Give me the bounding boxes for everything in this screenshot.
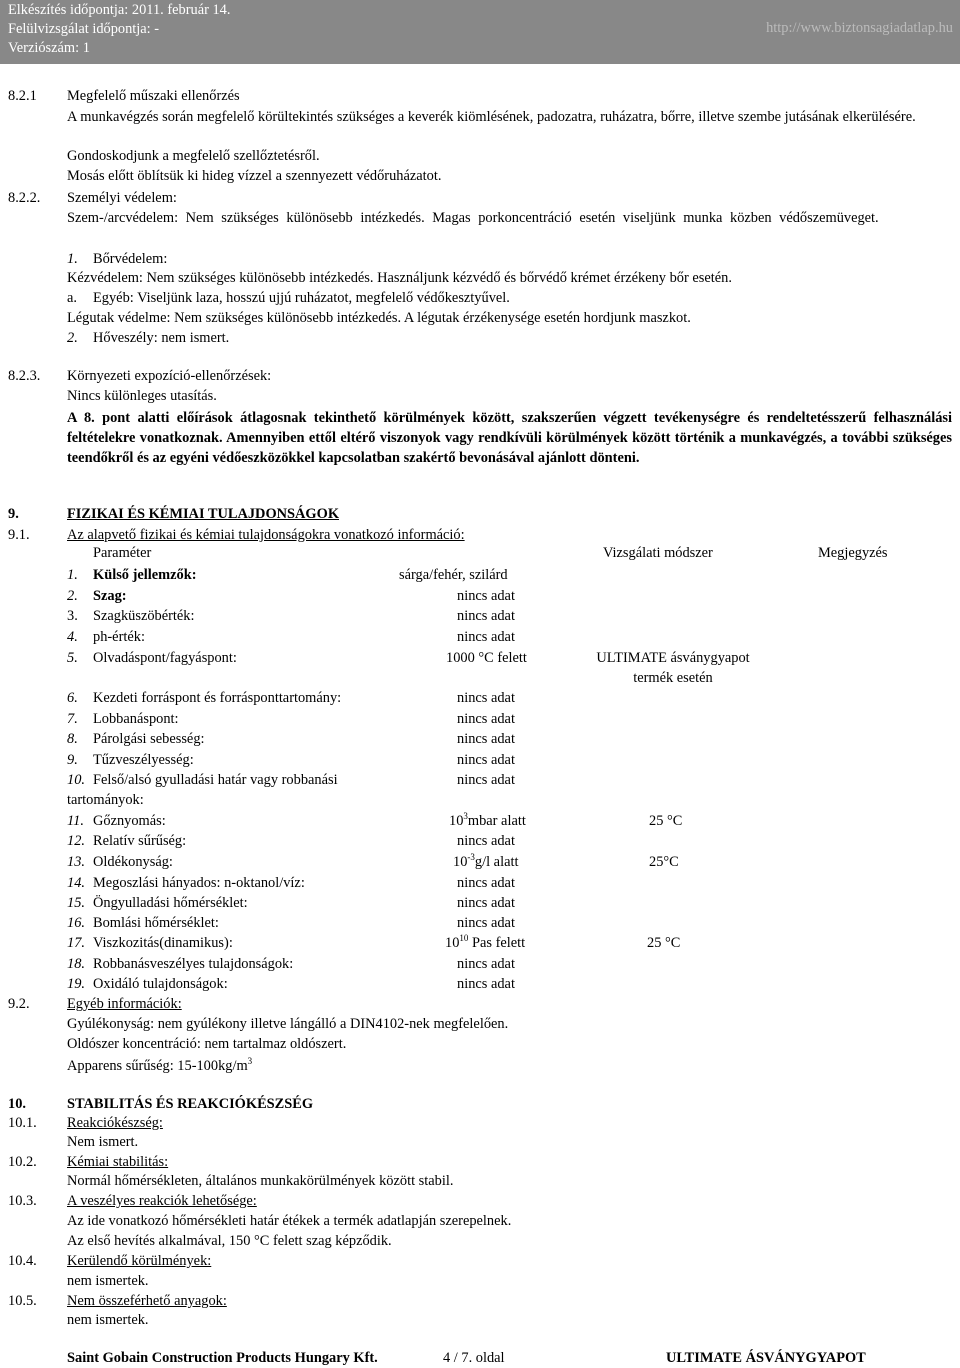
paragraph: Az ide vonatkozó hőmérsékleti határ étékek a termék adatlapján szerepelnek. bbox=[67, 1213, 512, 1229]
paragraph: Légutak védelme: Nem szükséges különösebb intézkedés. A légutak érzékenysége esetén hordjunk maszkot. bbox=[67, 310, 691, 326]
list-number: 1. bbox=[67, 251, 78, 267]
footer-company: Saint Gobain Construction Products Hungary Kft. bbox=[67, 1350, 378, 1366]
row-label: Párolgási sebesség: bbox=[93, 731, 205, 747]
list-number: 2. bbox=[67, 330, 78, 346]
row-number: 5. bbox=[67, 650, 78, 666]
row-value: nincs adat bbox=[457, 608, 515, 624]
section-number: 10.1. bbox=[8, 1115, 37, 1131]
row-method: ULTIMATE ásványgyapot bbox=[596, 650, 750, 666]
footer-page-number: 4 / 7. oldal bbox=[443, 1350, 505, 1366]
column-header-parameter: Paraméter bbox=[93, 545, 152, 561]
row-number: 10. bbox=[67, 772, 85, 788]
row-label: Robbanásveszélyes tulajdonságok: bbox=[93, 956, 294, 972]
row-value: nincs adat bbox=[457, 690, 515, 706]
paragraph: nem ismertek. bbox=[67, 1312, 149, 1328]
row-value: $10^{10}$ Pas felett bbox=[445, 933, 526, 951]
bold-paragraph: A 8. pont alatti előírások átlagosnak tekinthető körülmények között, szakszerűen végzett tevékenységre és rendeltetésszerű felhasználási feltételekre vonatkoznak. Amennyiben ettől eltérő viszonyok vagy rendkívüli körülmények között történik a munkavégzés, a további szükséges teendőkről és az egyéni védőeszközökkel kapcsolatban szakértő bevonásával ajánlott dönteni. bbox=[67, 410, 952, 466]
row-value: $10^3mbar$ alatt bbox=[449, 811, 526, 829]
row-value: nincs adat bbox=[457, 915, 515, 931]
row-method-cont: termék esetén bbox=[633, 670, 713, 686]
row-number: 12. bbox=[67, 833, 85, 849]
section-number: 8.2.1 bbox=[8, 88, 37, 104]
header-url-link[interactable]: http://www.biztonsagiadatlap.hu bbox=[766, 20, 953, 36]
row-number: 19. bbox=[67, 976, 85, 992]
row-value: nincs adat bbox=[457, 731, 515, 747]
header-created: Elkészítés időpontja: 2011. február 14. bbox=[8, 2, 231, 18]
row-number: 2. bbox=[67, 588, 78, 604]
row-number: 15. bbox=[67, 895, 85, 911]
subsection-title: Egyéb információk: bbox=[67, 996, 182, 1012]
paragraph: Szem-/arcvédelem: Nem szükséges különösebb intézkedés. Magas porkoncentráció esetén viseljünk munka közben védőszemüveget. bbox=[67, 210, 879, 226]
section-number: 9. bbox=[8, 506, 19, 522]
paragraph: Nem ismert. bbox=[67, 1134, 139, 1150]
row-label: Szagküszöbérték: bbox=[93, 608, 195, 624]
row-label: Felső/alsó gyulladási határ vagy robbanási bbox=[93, 772, 338, 788]
row-label: Gőznyomás: bbox=[93, 813, 166, 829]
header-version: Verziószám: 1 bbox=[8, 40, 90, 56]
list-number: a. bbox=[67, 290, 77, 306]
row-value: nincs adat bbox=[457, 833, 515, 849]
row-value: nincs adat bbox=[457, 629, 515, 645]
paragraph: Az első hevítés alkalmával, 150 °C felett szag képződik. bbox=[67, 1233, 392, 1249]
row-number: 3. bbox=[67, 608, 78, 624]
column-header-method: Vizsgálati módszer bbox=[603, 545, 713, 561]
subsection-title: Nem összeférhető anyagok: bbox=[67, 1293, 227, 1309]
row-label: Szag: bbox=[93, 588, 127, 604]
row-value: nincs adat bbox=[457, 895, 515, 911]
row-label: Öngyulladási hőmérséklet: bbox=[93, 895, 248, 911]
row-number: 4. bbox=[67, 629, 78, 645]
row-value: nincs adat bbox=[457, 976, 515, 992]
footer-product: ULTIMATE ÁSVÁNYGYAPOT bbox=[666, 1350, 866, 1366]
paragraph: Nincs különleges utasítás. bbox=[67, 388, 217, 404]
paragraph: Oldószer koncentráció: nem tartalmaz oldószert. bbox=[67, 1036, 347, 1052]
section-number: 10.2. bbox=[8, 1154, 37, 1170]
row-number: 16. bbox=[67, 915, 85, 931]
row-label: Megoszlási hányados: n-oktanol/víz: bbox=[93, 875, 305, 891]
row-label: Viszkozitás(dinamikus): bbox=[93, 935, 233, 951]
row-method: 25°C bbox=[649, 854, 679, 870]
section-number: 8.2.2. bbox=[8, 190, 41, 206]
row-label-cont: tartományok: bbox=[67, 792, 144, 808]
column-header-note: Megjegyzés bbox=[818, 545, 888, 561]
row-number: 1. bbox=[67, 567, 78, 583]
row-value: sárga/fehér, szilárd bbox=[399, 567, 508, 583]
section-number: 10. bbox=[8, 1096, 26, 1112]
paragraph: Gyúlékonyság: nem gyúlékony illetve lángálló a DIN4102-nek megfelelően. bbox=[67, 1016, 509, 1032]
section-number: 8.2.3. bbox=[8, 368, 41, 384]
subsection-title: Kerülendő körülmények: bbox=[67, 1253, 212, 1269]
row-label: Külső jellemzők: bbox=[93, 567, 197, 583]
paragraph: Normál hőmérsékleten, általános munkakörülmények között stabil. bbox=[67, 1173, 454, 1189]
row-number: 7. bbox=[67, 711, 78, 727]
row-value: $10^{-3}g/l$ alatt bbox=[453, 852, 519, 870]
section-title: FIZIKAI ÉS KÉMIAI TULAJDONSÁGOK bbox=[67, 506, 340, 522]
row-label: Kezdeti forráspont és forrásponttartomány: bbox=[93, 690, 342, 706]
row-label: Bomlási hőmérséklet: bbox=[93, 915, 219, 931]
section-number: 9.2. bbox=[8, 996, 30, 1012]
row-value: nincs adat bbox=[457, 752, 515, 768]
section-title: Környezeti expozíció-ellenőrzések: bbox=[67, 368, 272, 384]
row-number: 9. bbox=[67, 752, 78, 768]
section-number: 10.4. bbox=[8, 1253, 37, 1269]
row-label: Oxidáló tulajdonságok: bbox=[93, 976, 228, 992]
subsection-title: Az alapvető fizikai és kémiai tulajdonságokra vonatkozó információ: bbox=[67, 527, 465, 543]
section-number: 10.3. bbox=[8, 1193, 37, 1209]
row-label: Tűzveszélyesség: bbox=[93, 752, 194, 768]
subsection-title: Reakciókészség: bbox=[67, 1115, 163, 1131]
row-label: ph-érték: bbox=[93, 629, 145, 645]
row-value: nincs adat bbox=[457, 956, 515, 972]
section-title: Megfelelő műszaki ellenőrzés bbox=[67, 88, 240, 104]
section-title: STABILITÁS ÉS REAKCIÓKÉSZSÉG bbox=[67, 1096, 314, 1112]
row-number: 13. bbox=[67, 854, 85, 870]
paragraph: Apparens sűrűség: $15-100kg/m^3$ bbox=[67, 1056, 253, 1074]
paragraph: Hőveszély: nem ismert. bbox=[93, 330, 230, 346]
row-label: Oldékonyság: bbox=[93, 854, 173, 870]
row-method: 25 °C bbox=[649, 813, 683, 829]
document-header bbox=[0, 0, 960, 64]
row-number: 8. bbox=[67, 731, 78, 747]
row-number: 18. bbox=[67, 956, 85, 972]
paragraph: A munkavégzés során megfelelő körültekintés szükséges a keverék kiömlésének, padozatra, ruházatra, bőrre, illetve szembe jutásának elkerülésére. bbox=[67, 109, 916, 125]
row-number: 17. bbox=[67, 935, 85, 951]
section-title: Személyi védelem: bbox=[67, 190, 177, 206]
row-label: Olvadáspont/fagyáspont: bbox=[93, 650, 237, 666]
row-value: 1000 °C felett bbox=[446, 650, 527, 666]
row-number: 6. bbox=[67, 690, 78, 706]
row-label: Lobbanáspont: bbox=[93, 711, 179, 727]
paragraph: Gondoskodjunk a megfelelő szellőztetésről. bbox=[67, 148, 320, 164]
header-left bbox=[8, 1, 230, 58]
subsection-title: Kémiai stabilitás: bbox=[67, 1154, 169, 1170]
row-number: 11. bbox=[67, 813, 84, 829]
paragraph: Egyéb: Viseljünk laza, hosszú ujjú ruházatot, megfelelő védőkesztyűvel. bbox=[93, 290, 510, 306]
section-number: 10.5. bbox=[8, 1293, 37, 1309]
row-value: nincs adat bbox=[457, 711, 515, 727]
section-number: 9.1. bbox=[8, 527, 30, 543]
row-number: 14. bbox=[67, 875, 85, 891]
row-label: Relatív sűrűség: bbox=[93, 833, 187, 849]
row-value: nincs adat bbox=[457, 875, 515, 891]
paragraph: Kézvédelem: Nem szükséges különösebb intézkedés. Használjunk kézvédő és bőrvédő krémet érzékeny bőr esetén. bbox=[67, 270, 732, 286]
subsection-title: Bőrvédelem: bbox=[93, 251, 168, 267]
row-value: nincs adat bbox=[457, 588, 515, 604]
paragraph: nem ismertek. bbox=[67, 1273, 149, 1289]
row-method: 25 °C bbox=[647, 935, 681, 951]
paragraph: Mosás előtt öblítsük ki hideg vízzel a szennyezett védőruházatot. bbox=[67, 168, 442, 184]
row-value: nincs adat bbox=[457, 772, 515, 788]
subsection-title: A veszélyes reakciók lehetősége: bbox=[67, 1193, 257, 1209]
header-revised: Felülvizsgálat időpontja: - bbox=[8, 21, 160, 37]
